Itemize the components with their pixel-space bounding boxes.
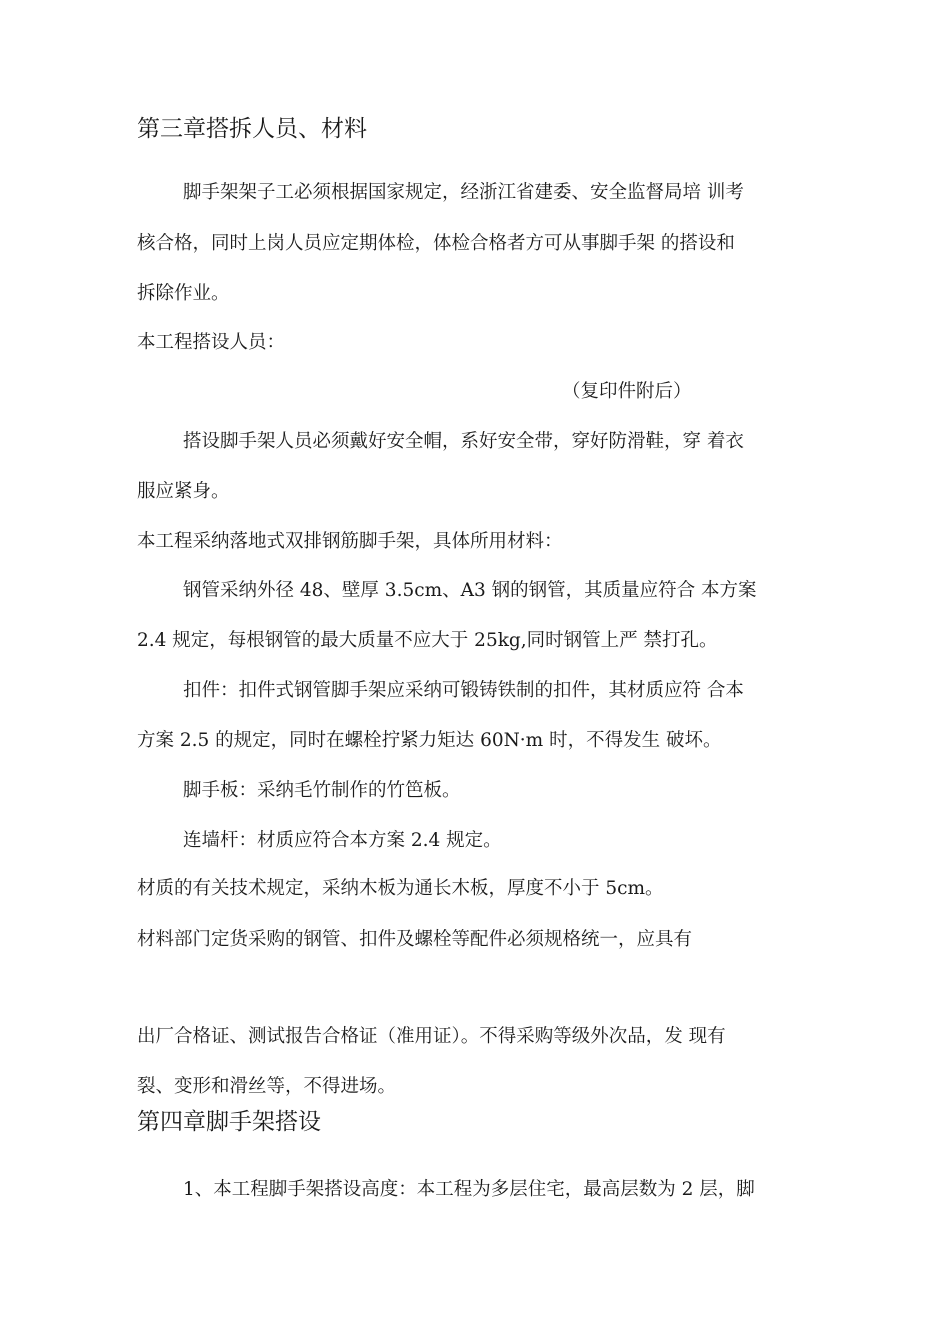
paragraph-line: 出厂合格证、测试报告合格证（准用证）。不得采购等级外次品，发 现有 (137, 1026, 726, 1047)
scaffold-board-line: 脚手板：采纳毛竹制作的竹笆板。 (183, 780, 461, 801)
paragraph-line: 2.4 规定，每根钢管的最大质量不应大于 25kg,同时钢管上严 禁打孔。 (137, 630, 718, 651)
wall-tie-line: 连墙杆：材质应符合本方案 2.4 规定。 (183, 830, 502, 851)
materials-intro: 本工程采纳落地式双排钢筋脚手架，具体所用材料： (137, 531, 563, 552)
paragraph-line: 材料部门定货采购的钢管、扣件及螺栓等配件必须规格统一，应具有 (137, 929, 693, 950)
paragraph-line: 钢管采纳外径 48、壁厚 3.5cm、A3 钢的钢管，其质量应符合 本方案 (183, 580, 757, 601)
paragraph-line: 脚手架架子工必须根据国家规定，经浙江省建委、安全监督局培 训考 (183, 182, 744, 203)
paragraph-line: 搭设脚手架人员必须戴好安全帽，系好安全带，穿好防滑鞋，穿 着衣 (183, 431, 744, 452)
paragraph-line: 核合格，同时上岗人员应定期体检，体检合格者方可从事脚手架 的搭设和 (137, 233, 735, 254)
personnel-label: 本工程搭设人员： (137, 332, 286, 353)
paragraph-line: 裂、变形和滑丝等，不得进场。 (137, 1076, 397, 1097)
chapter-3-title: 第三章搭拆人员、材料 (137, 116, 367, 142)
copy-note: （复印件附后） (562, 381, 692, 402)
wood-board-line: 材质的有关技术规定，采纳木板为通长木板，厚度不小于 5cm。 (137, 878, 664, 899)
paragraph-line: 1、本工程脚手架搭设高度：本工程为多层住宅，最高层数为 2 层，脚 (183, 1179, 755, 1200)
paragraph-line: 扣件：扣件式钢管脚手架应采纳可锻铸铁制的扣件，其材质应符 合本 (183, 680, 744, 701)
paragraph-line: 拆除作业。 (137, 283, 230, 304)
paragraph-line: 服应紧身。 (137, 481, 230, 502)
paragraph-line: 方案 2.5 的规定，同时在螺栓拧紧力矩达 60N·m 时，不得发生 破坏。 (137, 730, 722, 751)
chapter-4-title: 第四章脚手架搭设 (137, 1109, 321, 1135)
